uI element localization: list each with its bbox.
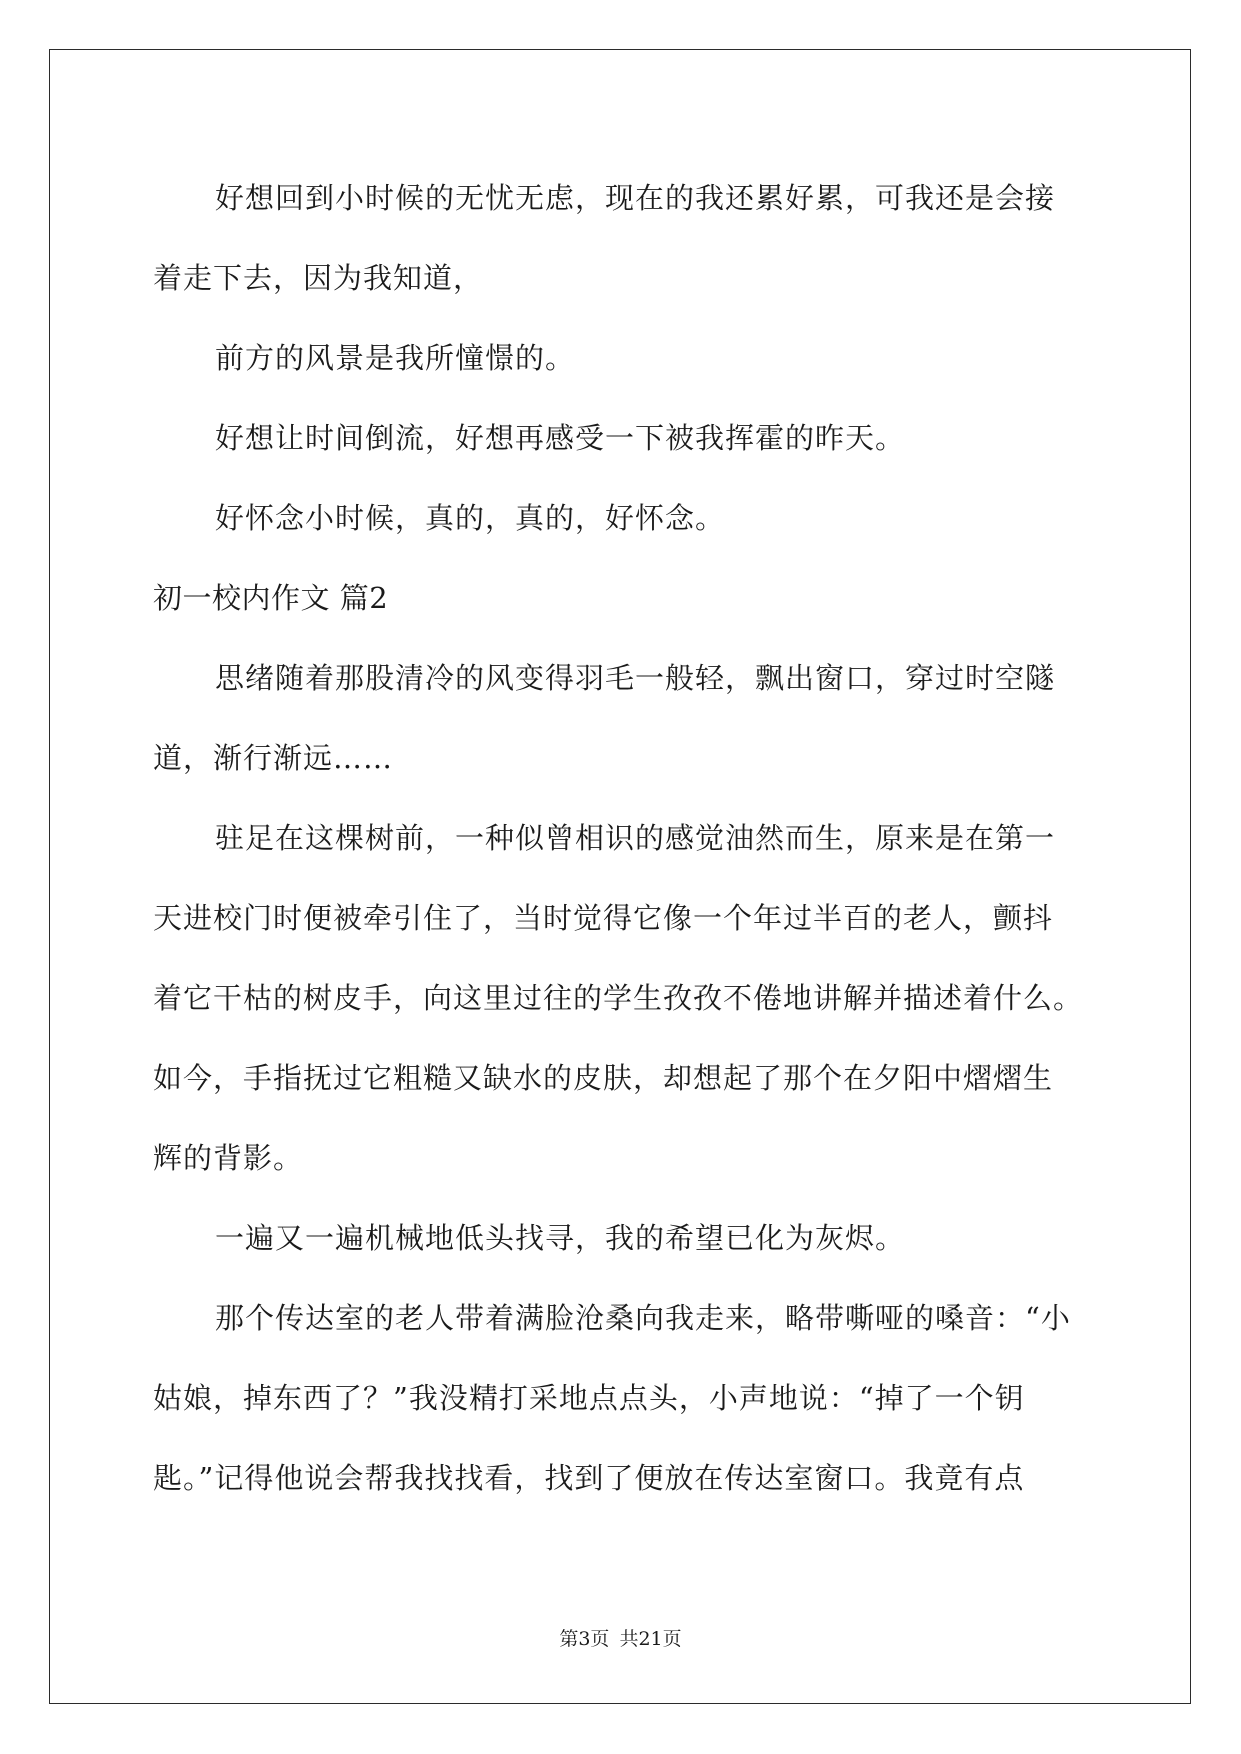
text-line: 好想回到小时候的无忧无虑，现在的我还累好累，可我还是会接	[215, 181, 1056, 215]
text-line: 辉的背影。	[153, 1141, 304, 1175]
page-footer	[0, 1627, 1241, 1651]
text-line: 姑娘，掉东西了？”我没精打采地点点头，小声地说：“掉了一个钥	[153, 1381, 1025, 1415]
document-body	[153, 158, 1103, 1518]
text-line: 那个传达室的老人带着满脸沧桑向我走来，略带嘶哑的嗓音：“小	[215, 1301, 1071, 1335]
text-line: 天进校门时便被牵引住了，当时觉得它像一个年过半百的老人，颤抖	[153, 901, 1054, 935]
page-total: 共21页	[619, 1628, 682, 1650]
text-line: 前方的风景是我所憧憬的。	[215, 341, 576, 375]
text-line: 着它干枯的树皮手，向这里过往的学生孜孜不倦地讲解并描述着什么。	[153, 981, 1084, 1015]
text-line: 思绪随着那股清冷的风变得羽毛一般轻，飘出窗口，穿过时空隧	[215, 661, 1056, 695]
text-line: 着走下去，因为我知道，	[153, 261, 484, 295]
section-heading: 初一校内作文 篇2	[153, 581, 389, 615]
text-line: 道，渐行渐远……	[153, 741, 394, 775]
text-line: 好怀念小时候，真的，真的，好怀念。	[215, 501, 726, 535]
page-number: 第3页	[559, 1628, 610, 1650]
text-line: 一遍又一遍机械地低头找寻，我的希望已化为灰烬。	[215, 1221, 906, 1255]
text-line: 驻足在这棵树前，一种似曾相识的感觉油然而生，原来是在第一	[215, 821, 1056, 855]
text-line: 匙。”记得他说会帮我找找看，找到了便放在传达室窗口。我竟有点	[153, 1461, 1025, 1495]
text-line: 如今，手指抚过它粗糙又缺水的皮肤，却想起了那个在夕阳中熠熠生	[153, 1061, 1054, 1095]
text-line: 好想让时间倒流，好想再感受一下被我挥霍的昨天。	[215, 421, 906, 455]
